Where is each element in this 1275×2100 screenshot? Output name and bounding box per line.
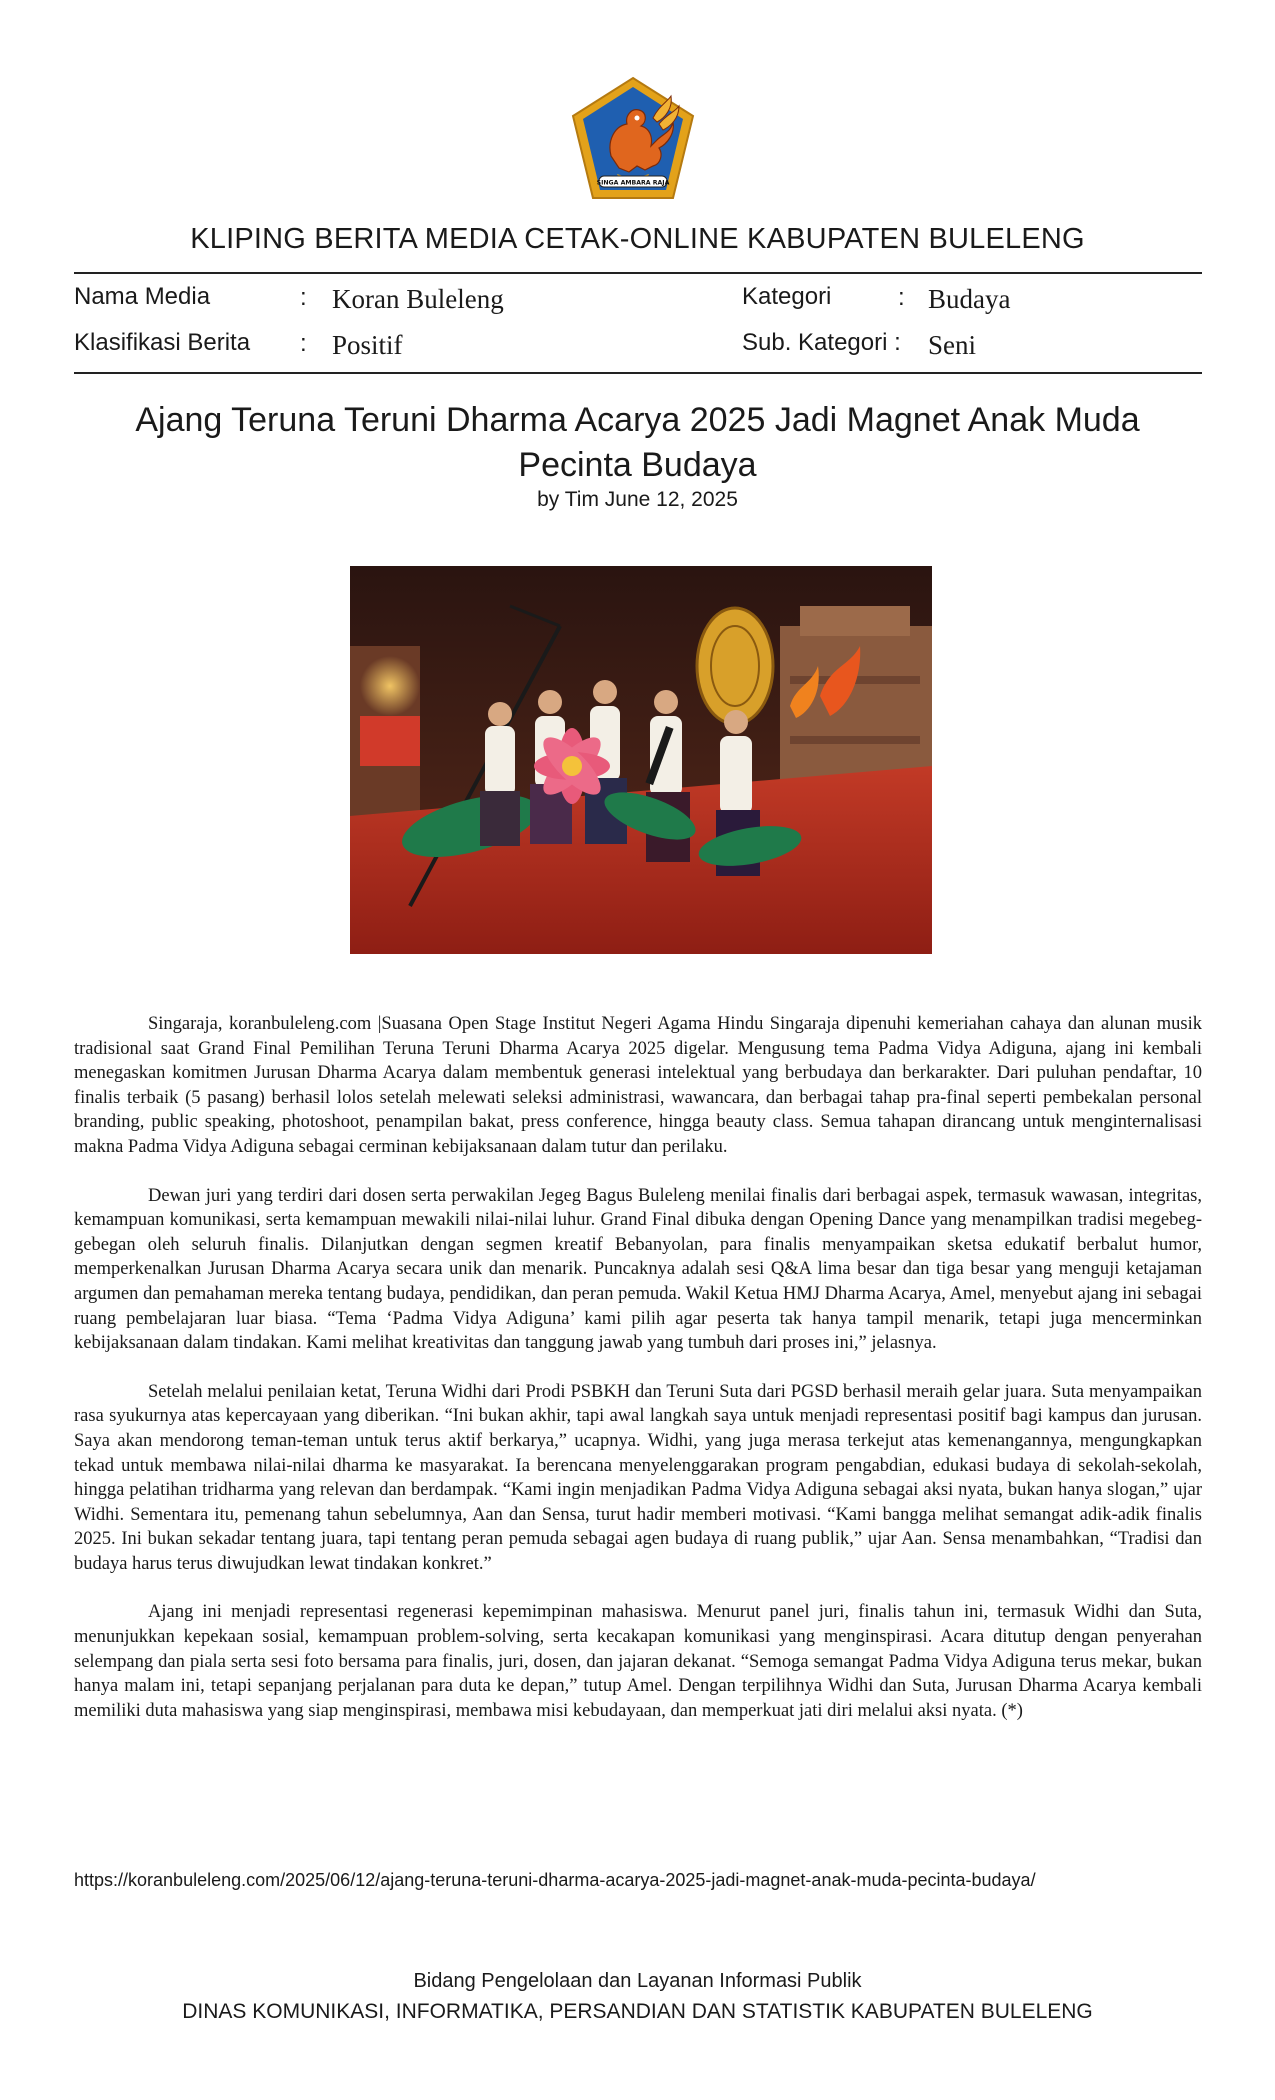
media-label: Nama Media (74, 283, 211, 310)
klasifikasi-value: Positif (332, 330, 403, 360)
kategori-value: Budaya (928, 284, 1011, 314)
footer-agency: DINAS KOMUNIKASI, INFORMATIKA, PERSANDIAN DAN STATISTIK KABUPATEN BULELENG (182, 2000, 1093, 2023)
media-value: Koran Buleleng (332, 284, 504, 314)
article-paragraph-2: Dewan juri yang terdiri dari dosen serta perwakilan Jegeg Bagus Buleleng menilai finalis dari berbagai aspek, termasuk wawasan, integritas, kemampuan komunikasi, serta kemampuan mewakili nilai-nilai luhur. Grand Final dibuka dengan Opening Dance yang menampilkan tradisi megebeg-gebegan oleh seluruh finalis. Dilanjutkan dengan segmen kreatif Bebanyolan, para finalis menyampaikan sketsa edukatif berbalut humor, memperkenalkan Jurusan Dharma Acarya secara unik dan menarik. Puncaknya adalah sesi Q&A lima besar dan tiga besar yang menguji ketajaman argumen dan pemahaman mereka tentang budaya, pendidikan, dan peran pemuda. Wakil Ketua HMJ Dharma Acarya, Amel, menyebut ajang ini sebagai ruang pembelajaran luar biasa. “Tema ‘Padma Vidya Adiguna’ kami pilih agar peserta tak hanya tampil menarik, tetapi juga mencerminkan kebijaksanaan dalam tindakan. Kami melihat kreativitas dan tanggung jawab yang tumbuh dari proses ini,” jelasnya. (74, 1185, 1202, 1354)
article-body (74, 1012, 1202, 1747)
article-photo-dancers (350, 566, 932, 954)
article-paragraph-3: Setelah melalui penilaian ketat, Teruna Widhi dari Prodi PSBKH dan Teruni Suta dari PGSD berhasil meraih gelar juara. Suta menyampaikan rasa syukurnya atas kepercayaan yang diberikan. “Ini bukan akhir, tapi awal langkah saya untuk menjadi representasi positif bagi kampus dan jurusan. Saya akan mendorong teman-teman untuk terus aktif berkarya,” ucapnya. Widhi, yang juga merasa terkejut atas kemenangannya, mengungkapkan tekad untuk membawa nilai-nilai dharma ke masyarakat. Ia berencana menyelenggarakan program pengabdian, edukasi budaya di sekolah-sekolah, hingga pelatihan tridharma yang relevan dan berdampak. “Kami ingin menjadikan Padma Vidya Adiguna sebagai aksi nyata, bukan hanya slogan,” ujar Widhi. Sementara itu, pemenang tahun sebelumnya, Aan dan Sensa, turut hadir memberi motivasi. “Kami bangga melihat semangat adik-adik finalis 2025. Ini bukan sekadar tentang juara, tapi tentang peran pemuda sebagai agen budaya di ruang publik,” ujar Aan. Sensa menambahkan, “Tradisi dan budaya harus terus diwujudkan lewat tindakan konkret.” (74, 1381, 1202, 1574)
article-paragraph-4: Ajang ini menjadi representasi regenerasi kepemimpinan mahasiswa. Menurut panel juri, finalis tahun ini, termasuk Widhi dan Suta, menunjukkan kepekaan sosial, kemampuan problem-solving, serta kecakapan komunikasi yang menginspirasi. Acara ditutup dengan penyerahan selempang dan piala serta sesi foto bersama para finalis, juri, dosen, dan jajaran dekanat. “Semoga semangat Padma Vidya Adiguna terus mekar, bukan hanya malam ini, tetapi sepanjang perjalanan para duta ke depan,” tutup Amel. Dengan terpilihnya Widhi dan Suta, Jurusan Dharma Acarya kembali memiliki duta mahasiswa yang siap menginspirasi, membawa misi kebudayaan, dan memperkuat jati diri melalui aksi nyata. (*) (74, 1602, 1202, 1721)
kategori-label: Kategori (742, 283, 832, 310)
footer-department: Bidang Pengelolaan dan Layanan Informasi Publik (413, 1970, 862, 1992)
source-url-link[interactable]: https://koranbuleleng.com/2025/06/12/ajang-teruna-teruni-dharma-acarya-2025-jadi-magnet-anak-muda-pecinta-budaya/ (74, 1870, 1036, 1890)
header-divider-bottom (74, 372, 1202, 374)
subkategori-label: Sub. Kategori : (742, 329, 901, 356)
article-title: Ajang Teruna Teruni Dharma Acarya 2025 Jadi Magnet Anak Muda Pecinta Budaya (135, 401, 1140, 484)
logo-caption: SINGA AMBARA RAJA (596, 179, 670, 187)
article-byline: by Tim June 12, 2025 (537, 488, 738, 511)
buleleng-regency-logo (567, 74, 699, 202)
media-colon: : (300, 284, 307, 311)
klasifikasi-label: Klasifikasi Berita (74, 329, 251, 356)
kategori-colon: : (898, 284, 905, 311)
subkategori-value: Seni (928, 330, 977, 360)
article-paragraph-1: Singaraja, koranbuleleng.com |Suasana Open Stage Institut Negeri Agama Hindu Singaraja dipenuhi kemeriahan cahaya dan alunan musik tradisional saat Grand Final Pemilihan Teruna Teruni Dharma Acarya 2025 digelar. Mengusung tema Padma Vidya Adiguna, ajang ini kembali menegaskan komitmen Jurusan Dharma Acarya dalam membentuk generasi intelektual yang berbudaya dan berkarakter. Dari puluhan pendaftar, 10 finalis terbaik (5 pasang) berhasil lolos setelah melewati seleksi administrasi, wawancara, dan berbagai tahap pra-final seperti pembekalan personal branding, public speaking, photoshoot, penampilan bakat, press conference, hingga beauty class. Semua tahapan dirancang untuk menginternalisasi makna Padma Vidya Adiguna sebagai cerminan kebijaksanaan dalam tutur dan perilaku. (74, 1014, 1202, 1157)
clipping-header-title: KLIPING BERITA MEDIA CETAK-ONLINE KABUPATEN BULELENG (190, 223, 1085, 255)
header-divider-top (74, 272, 1202, 274)
klasifikasi-colon: : (300, 330, 307, 357)
